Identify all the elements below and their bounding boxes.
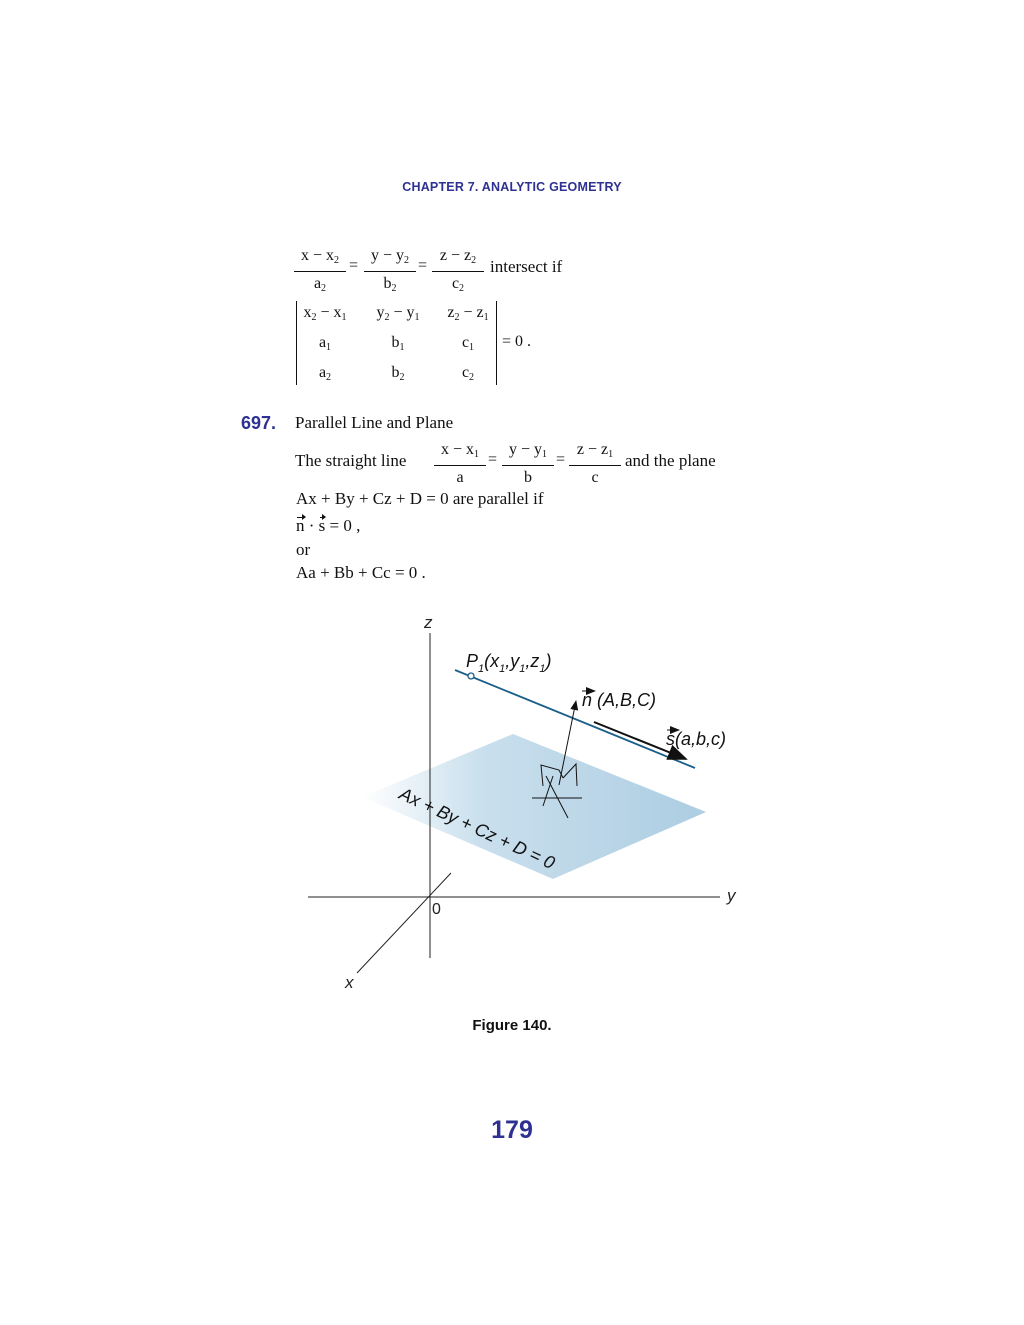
direction-vector-label: s(a,b,c): [666, 729, 727, 749]
or-text: or: [296, 540, 311, 559]
fraction-z: $\frac{z - z_2}{c_2}$: [432, 247, 484, 299]
det-cell: $z_2 - z_1$: [447, 304, 489, 323]
chapter-header: CHAPTER 7. ANALYTIC GEOMETRY: [402, 180, 622, 194]
fraction-y: $\frac{y - y_2}{b_2}$: [364, 247, 416, 299]
section-title: Parallel Line and Plane: [295, 413, 454, 432]
page-number: 179: [491, 1116, 533, 1144]
normal-vector-label: n (A,B,C): [582, 690, 657, 710]
equals-sign: =: [418, 257, 428, 274]
fraction-x: $\frac{x - x_2}{a_2}$: [294, 247, 346, 299]
det-cell: $b_1$: [391, 334, 405, 353]
equals-sign: =: [349, 257, 359, 274]
point-p1: [468, 673, 474, 679]
z-axis-label: z: [424, 613, 433, 632]
det-cell: $b_2$: [391, 364, 405, 383]
x-axis: [357, 873, 451, 973]
line1-prefix: The straight line: [295, 451, 407, 470]
line-fraction-z: $\frac{z - z_1}{c}$: [569, 441, 621, 488]
equals-sign: =: [556, 451, 566, 468]
intersect-text: intersect if: [490, 257, 563, 276]
det-cell: $c_2$: [461, 364, 475, 383]
det-cell: $a_1$: [318, 334, 332, 353]
plane-equation-label: Ax + By + Cz + D = 0: [396, 783, 558, 874]
plane-parallel-condition: Ax + By + Cz + D = 0 are parallel if: [296, 489, 544, 508]
determinant-result: = 0 .: [502, 333, 532, 350]
origin-label: 0: [432, 901, 441, 918]
coefficient-condition: Aa + Bb + Cc = 0 .: [296, 563, 426, 582]
line1-suffix: and the plane: [625, 451, 716, 470]
figure-caption: Figure 140.: [472, 1017, 552, 1034]
equals-sign: =: [488, 451, 498, 468]
x-axis-label: x: [345, 973, 354, 992]
line-fraction-y: $\frac{y - y_1}{b}$: [502, 441, 554, 488]
dot-product-condition: n · s = 0 ,: [296, 516, 361, 535]
section-number: 697.: [241, 413, 277, 433]
det-cell: $a_2$: [318, 364, 332, 383]
det-cell: $c_1$: [461, 334, 475, 353]
normal-vector: n: [296, 516, 305, 535]
det-cell: $x_2 - x_1$: [303, 304, 347, 323]
point-p1-label: $P_1(x_1,y_1,z_1)$: [466, 651, 552, 675]
line-fraction-x: $\frac{x - x_1}{a}$: [434, 441, 486, 488]
direction-vector: s: [318, 516, 326, 535]
y-axis-label: y: [727, 886, 736, 905]
det-cell: $y_2 - y_1$: [376, 304, 420, 323]
